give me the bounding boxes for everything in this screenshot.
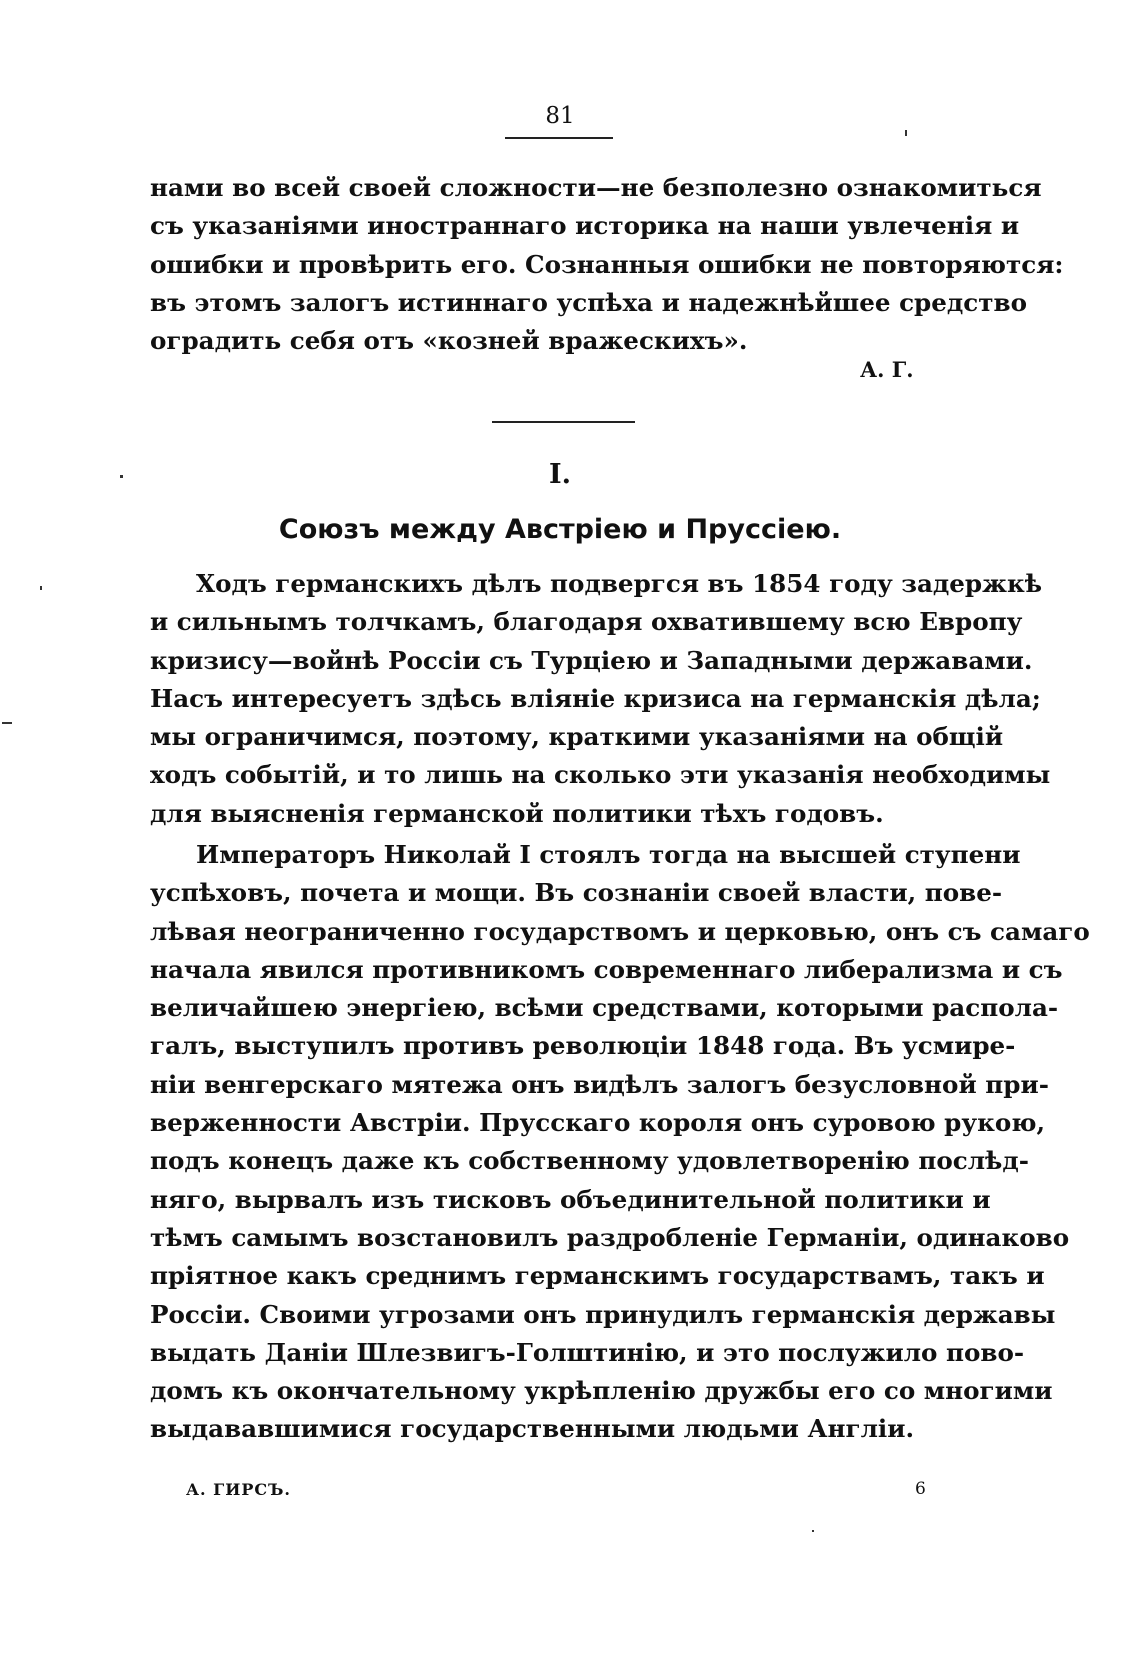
page-number-rule [505, 137, 613, 139]
scan-speck [40, 586, 42, 590]
scan-speck [120, 475, 123, 478]
footer-signature-mark: 6 [915, 1479, 926, 1499]
text-line: нами во всей своей сложности—не безполезно ознакомиться [150, 173, 1042, 202]
text-line: для выясненія германской политики тѣхъ годовъ. [150, 798, 884, 828]
text-line: и сильнымъ толчкамъ, благодаря охватившему всю Европу [150, 607, 1023, 637]
text-line: тѣмъ самымъ возстановилъ раздробленіе Германіи, одинаково [150, 1222, 1070, 1252]
text-line: пріятное какъ среднимъ германскимъ государствамъ, такъ и [150, 1261, 1045, 1291]
text-line: успѣховъ, почета и мощи. Въ сознаніи своей власти, пове- [150, 878, 1003, 908]
footer-author: А. ГИРСЪ. [186, 1480, 291, 1499]
text-line: Ходъ германскихъ дѣлъ подвергся въ 1854 году задержкѣ [196, 569, 1042, 598]
text-line: верженности Австріи. Прусскаго короля онъ суровою рукою, [150, 1108, 1046, 1138]
body-paragraph-1 [150, 565, 1051, 833]
text-line: подъ конецъ даже къ собственному удовлетворенію послѣд- [150, 1146, 1029, 1176]
scan-speck [905, 130, 907, 136]
text-line: Императоръ Николай I стоялъ тогда на высшей ступени [196, 840, 1021, 869]
text-line: выдать Даніи Шлезвигъ-Голштинію, и это послужило пово- [150, 1337, 1025, 1367]
text-line: няго, вырвалъ изъ тисковъ объединительной политики и [150, 1184, 991, 1214]
body-paragraph-2 [150, 836, 1090, 1449]
text-line: съ указаніями иностраннаго историка на наши увлеченія и [150, 211, 1020, 241]
section-title: Союзъ между Австріею и Пруссіею. [278, 514, 842, 545]
scan-speck [2, 722, 12, 724]
text-line: кризису—войнѣ Россіи съ Турціею и Западными державами. [150, 645, 1033, 675]
text-line: ніи венгерскаго мятежа онъ видѣлъ залогъ безусловной при- [150, 1069, 1049, 1099]
text-line: Насъ интересуетъ здѣсь вліяніе кризиса на германскія дѣла; [150, 683, 1041, 713]
text-line: оградить себя отъ «козней вражескихъ». [150, 326, 748, 356]
text-line: начала явился противникомъ современнаго либерализма и съ [150, 954, 1063, 984]
section-number: I. [548, 459, 572, 490]
text-line: въ этомъ залогъ истиннаго успѣха и надежнѣйшее средство [150, 287, 1027, 317]
text-line: лѣвая неограниченно государствомъ и церковью, онъ съ самаго [150, 916, 1090, 946]
text-line: галъ, выступилъ противъ революціи 1848 года. Въ усмире- [150, 1031, 1016, 1061]
text-line: ошибки и провѣрить его. Сознанныя ошибки не повторяются: [150, 249, 1064, 279]
text-line: Россіи. Своими угрозами онъ принудилъ германскія державы [150, 1299, 1056, 1329]
text-line: выдававшимися государственными людьми Англіи. [150, 1414, 915, 1444]
section-divider [492, 421, 635, 423]
signature: А. Г. [860, 357, 914, 382]
page-number: 81 [545, 103, 575, 129]
scan-speck [812, 1530, 814, 1532]
text-line: ходъ событій, и то лишь на сколько эти указанія необходимы [150, 760, 1051, 790]
intro-paragraph [150, 169, 1064, 360]
text-line: мы ограничимся, поэтому, краткими указаніями на общій [150, 722, 1004, 752]
text-line: домъ къ окончательному укрѣпленію дружбы его со многими [150, 1376, 1053, 1406]
text-line: величайшею энергіею, всѣми средствами, которыми распола- [150, 993, 1059, 1023]
